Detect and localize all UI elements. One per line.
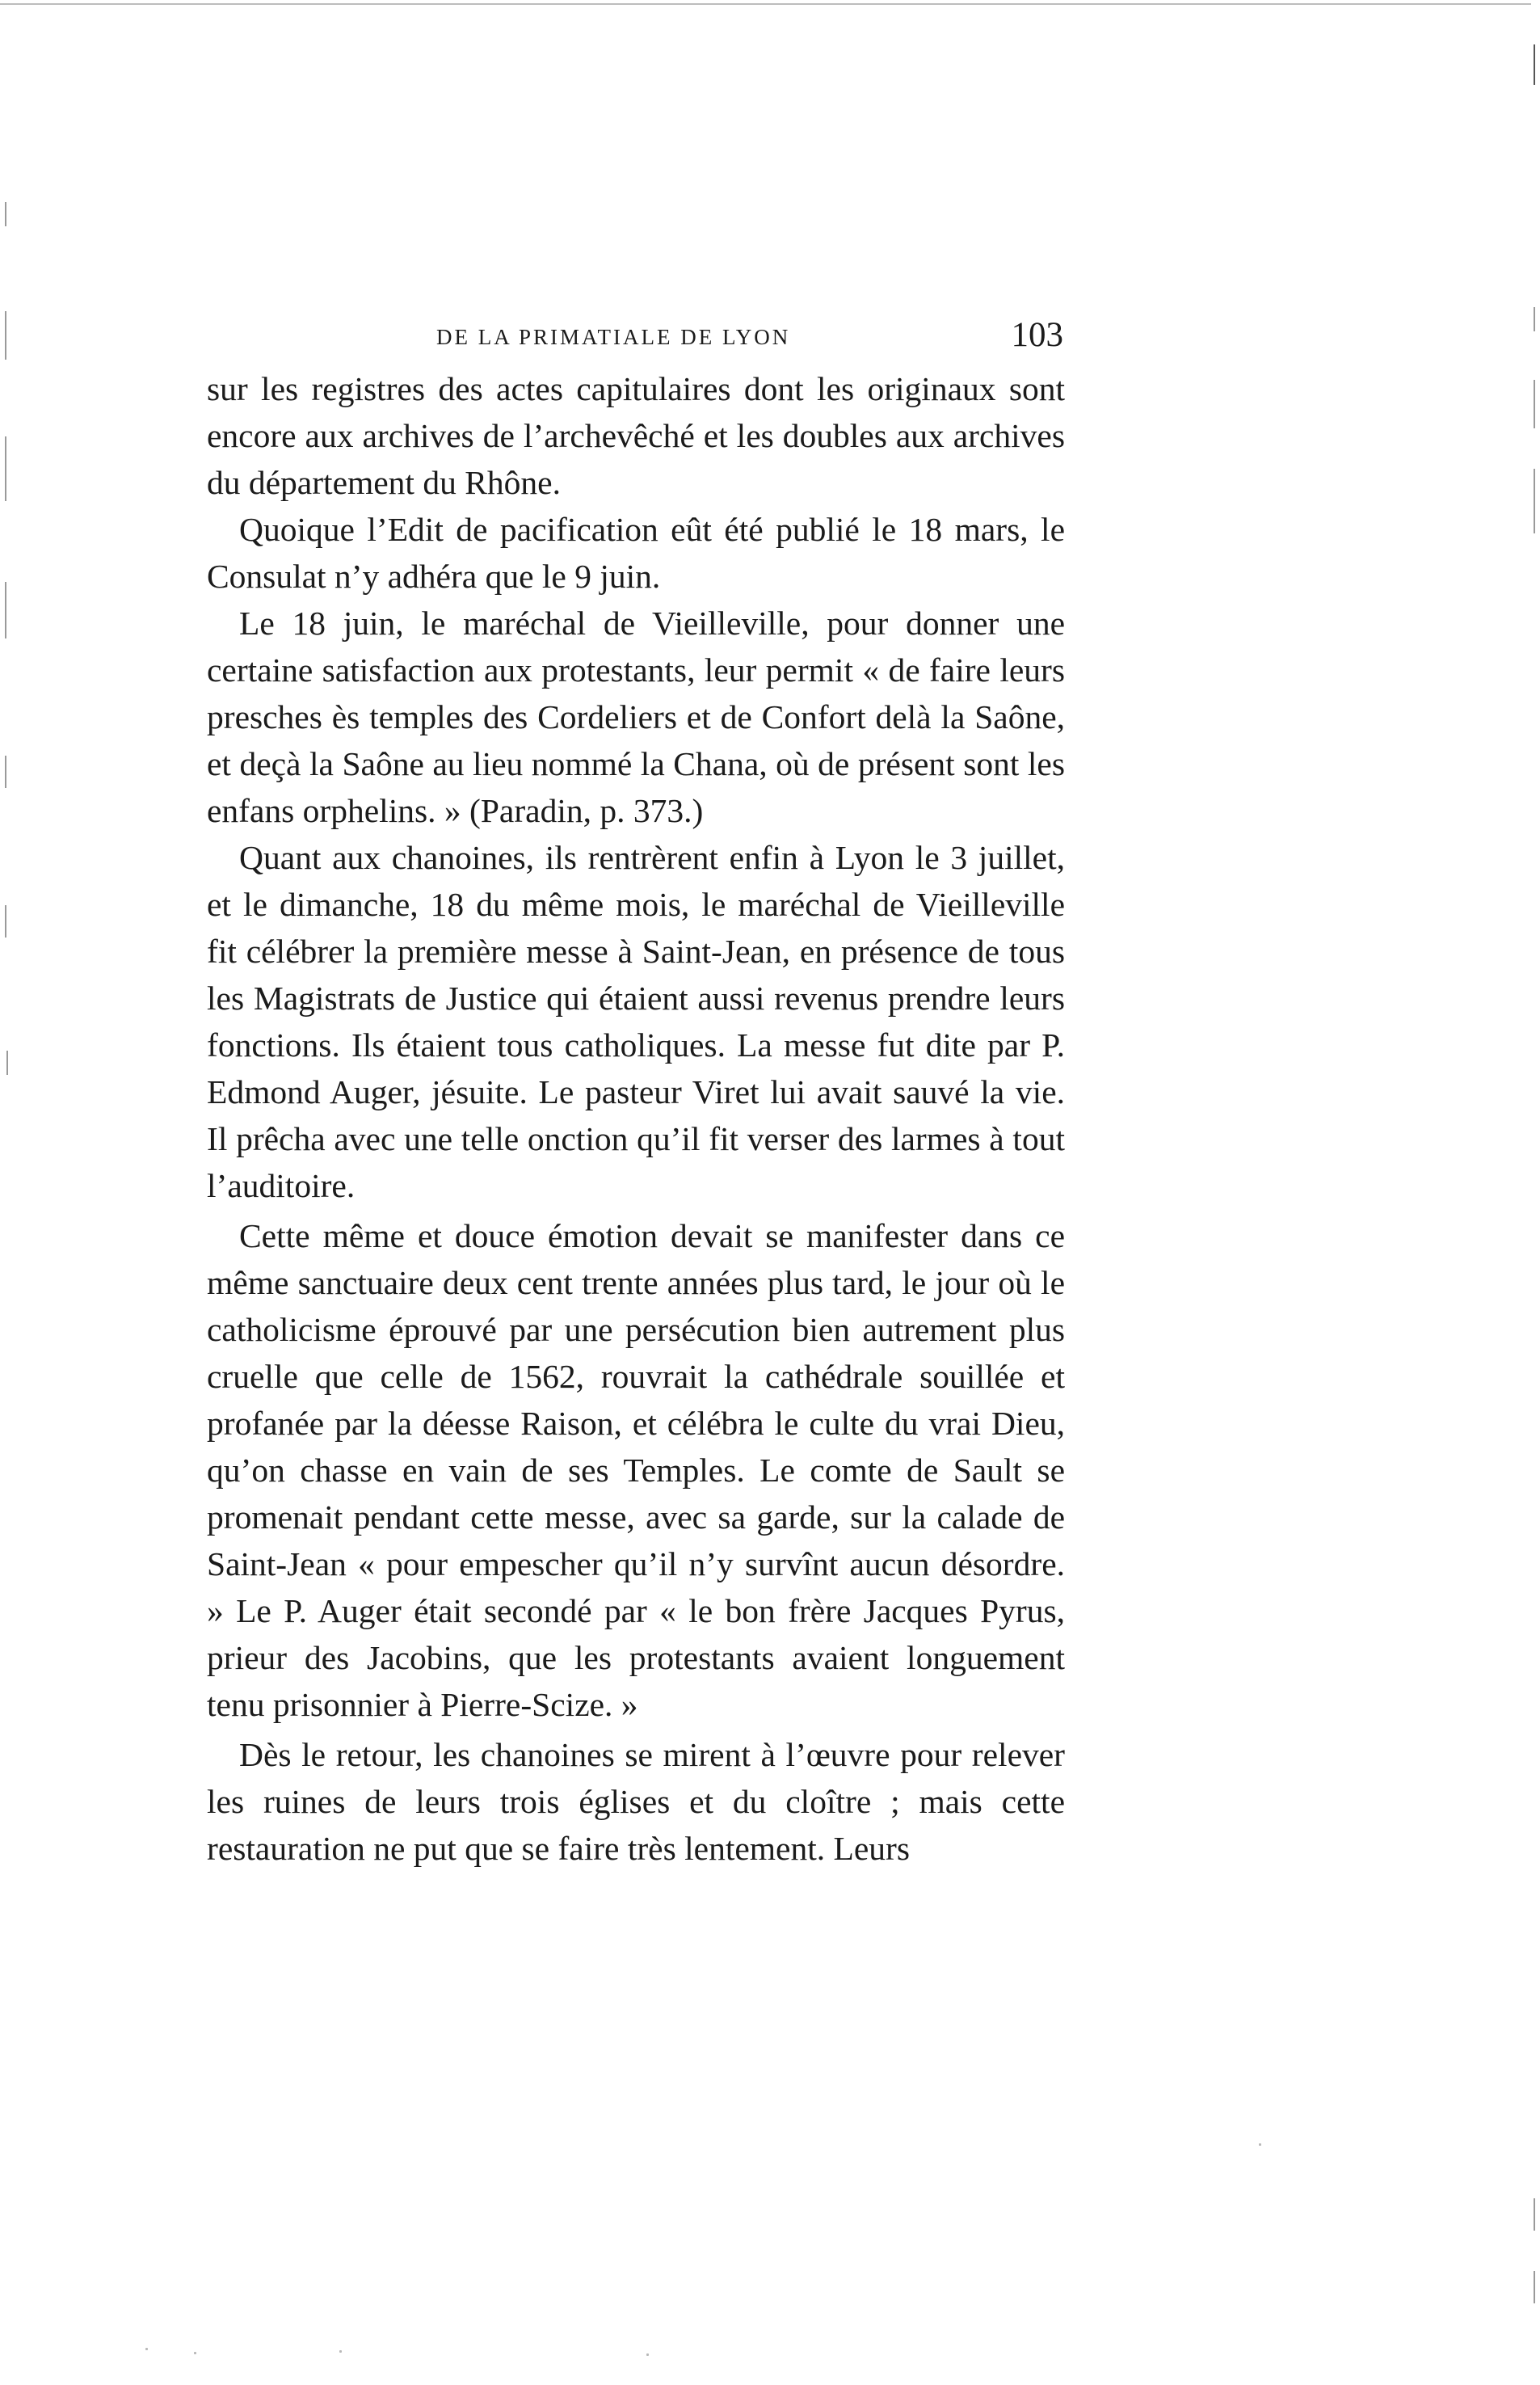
page-top-edge [0, 3, 1531, 5]
left-margin-mark [5, 582, 6, 638]
left-margin-mark [5, 202, 6, 226]
paper-speck [339, 2350, 342, 2353]
paragraph: sur les registres des actes capitulaires dont les originaux sont encore aux archives de l’archevêché et les doubles aux archives du département du Rhône. [207, 370, 1065, 501]
paragraph: Quant aux chanoines, ils rentrèrent enfin à Lyon le 3 juillet, et le dimanche, 18 du même mois, le maréchal de Vieilleville fit célébrer la première messe à Saint-Jean, en présence de tous les Magistrats de Justice qui étaient aussi revenus prendre leurs fonctions. Ils étaient tous catholiques. La messe fut dite par P. Edmond Auger, jésuite. Le pasteur Viret lui avait sauvé la vie. Il prêcha avec une telle onction qu’il fit verser des larmes à tout l’auditoire. [207, 839, 1065, 1204]
left-margin-mark [5, 436, 6, 501]
right-margin-mark [1534, 469, 1535, 533]
paper-speck [145, 2348, 148, 2350]
paper-speck [1259, 2143, 1261, 2146]
paragraph: Dès le retour, les chanoines se mirent à l’œuvre pour relever les ruines de leurs trois églises et du cloître ; mais cette restauration ne put que se faire très lentement. Leurs [207, 1736, 1065, 1867]
right-margin-mark [1534, 44, 1535, 85]
left-margin-mark [5, 905, 6, 938]
left-margin-mark [5, 756, 6, 788]
body-text [207, 365, 1065, 1872]
paragraph: Le 18 juin, le maréchal de Vieilleville, pour donner une certaine satisfaction aux protestants, leur permit « de faire leurs presches ès temples des Cordeliers et de Confort delà la Saône, et deçà la Saône au lieu nommé la Chana, où de présent sont les enfans orphelins. » (Paradin, p. 373.) [207, 605, 1065, 829]
right-margin-mark [1534, 380, 1535, 428]
right-margin-mark [1534, 2271, 1535, 2303]
paragraph: Quoique l’Edit de pacification eût été publié le 18 mars, le Consulat n’y adhéra que le 9 juin. [207, 511, 1065, 595]
right-margin-mark [1534, 2198, 1535, 2231]
left-margin-mark [5, 311, 6, 360]
paper-speck [194, 2352, 196, 2354]
left-margin-mark [6, 1051, 8, 1075]
paper-speck [646, 2353, 649, 2356]
running-title: DE LA PRIMATIALE DE LYON [436, 325, 791, 349]
paragraph: Cette même et douce émotion devait se manifester dans ce même sanctuaire deux cent trente années plus tard, le jour où le catholicisme éprouvé par une persécution bien autrement plus cruelle que celle de 1562, rouvrait la cathédrale souillée et profanée par la déesse Raison, et célébra le culte du vrai Dieu, qu’on chasse en vain de ses Temples. Le comte de Sault se promenait pendant cette messe, avec sa garde, sur la calade de Saint-Jean « pour empescher qu’il n’y survînt aucun désordre. » Le P. Auger était secondé par « le bon frère Jacques Pyrus, prieur des Jacobins, que les protestants avaient longuement tenu prisonnier à Pierre-Scize. » [207, 1217, 1065, 1723]
page-number: 103 [1011, 316, 1063, 354]
right-margin-mark [1534, 307, 1535, 331]
running-head [202, 315, 1073, 364]
